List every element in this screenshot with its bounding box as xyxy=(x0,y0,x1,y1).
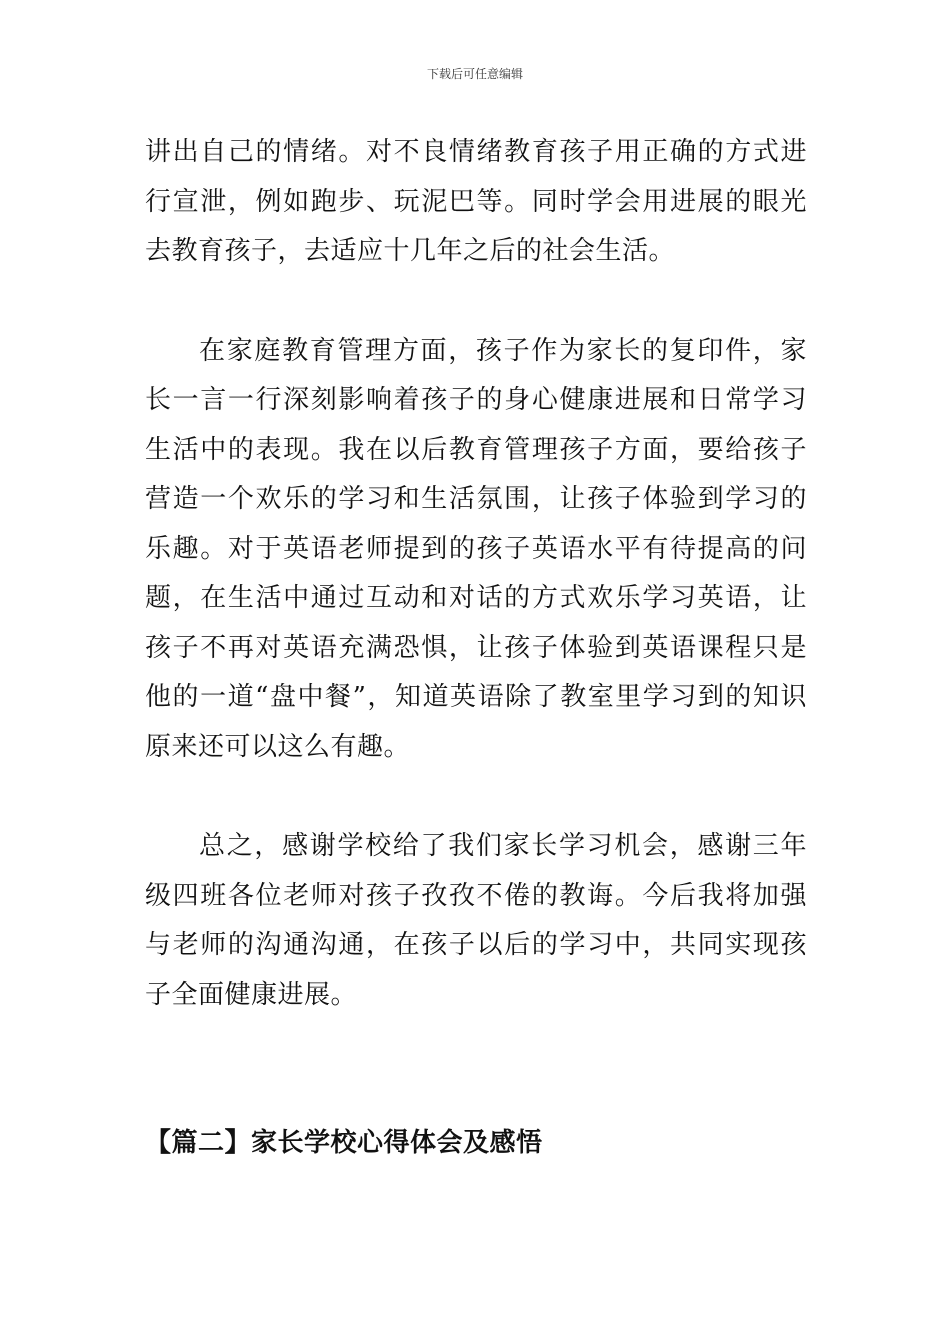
document-body xyxy=(145,128,807,1169)
section-heading: 【篇二】家长学校心得体会及感悟 xyxy=(145,1128,543,1158)
paragraph-conclusion: 总之，感谢学校给了我们家长学习机会，感谢三年级四班各位老师对孩子孜孜不倦的教诲。今后我将加强与老师的沟通沟通，在孩子以后的学习中，共同实现孩子全面健康进展。 xyxy=(145,831,807,1010)
page-header-note: 下载后可任意编辑 xyxy=(426,67,523,81)
paragraph-continuation: 讲出自己的情绪。对不良情绪教育孩子用正确的方式进行宣泄，例如跑步、玩泥巴等。同时学会用进展的眼光去教育孩子，去适应十几年之后的社会生活。 xyxy=(145,137,807,266)
paragraph-family-education: 在家庭教育管理方面，孩子作为家长的复印件，家长一言一行深刻影响着孩子的身心健康进展和日常学习生活中的表现。我在以后教育管理孩子方面，要给孩子营造一个欢乐的学习和生活氛围，让孩子体验到学习的乐趣。对于英语老师提到的孩子英语水平有待提高的问题，在生活中通过互动和对话的方式欢乐学习英语，让孩子不再对英语充满恐惧，让孩子体验到英语课程只是他的一道“盘中餐”，知道英语除了教室里学习到的知识原来还可以这么有趣。 xyxy=(145,335,807,762)
